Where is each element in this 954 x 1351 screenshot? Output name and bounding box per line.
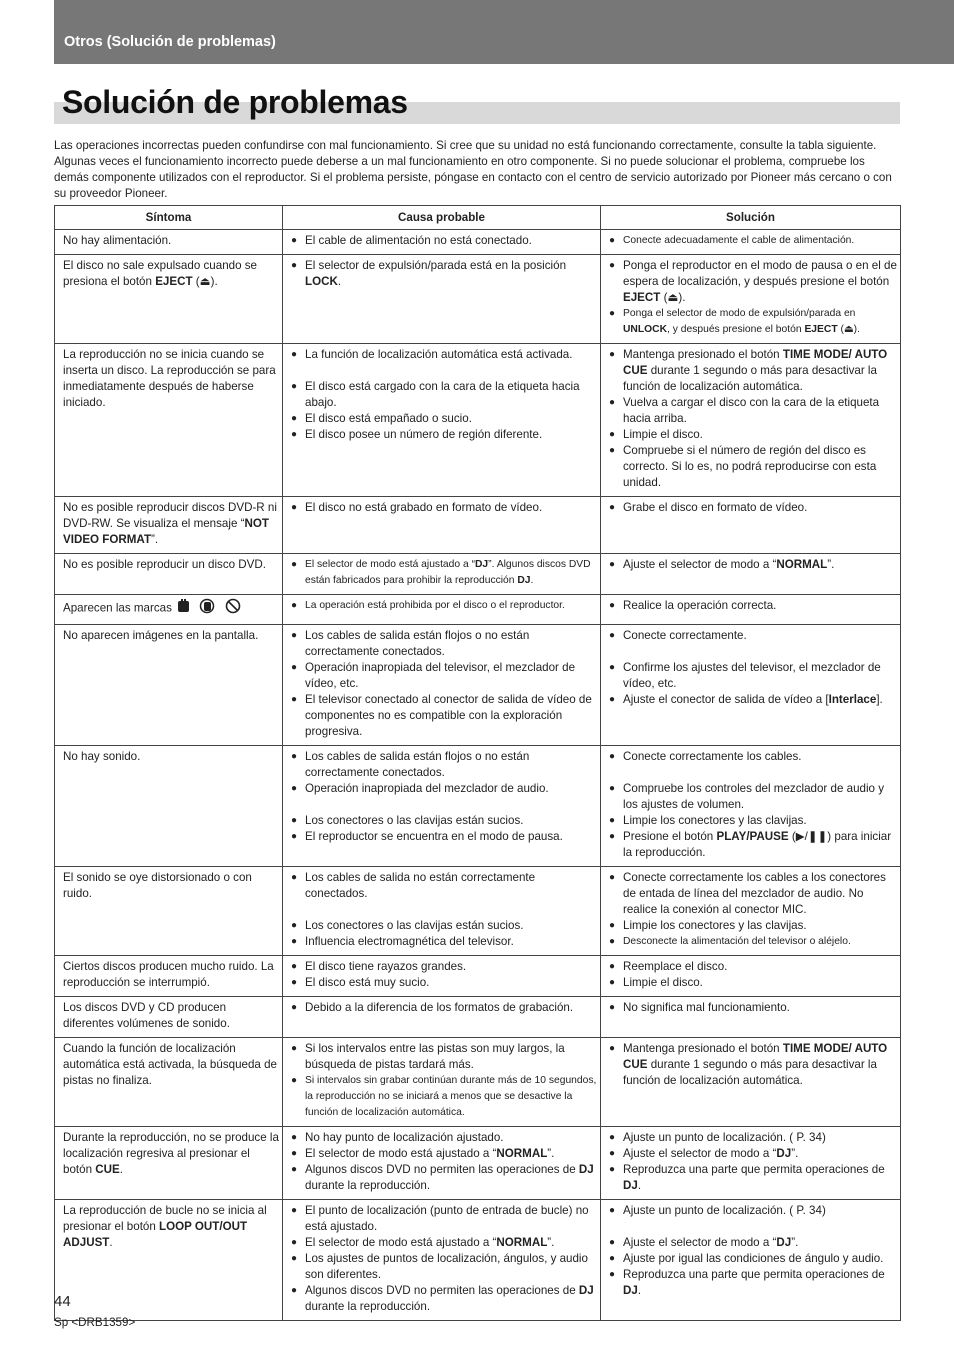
solution-item: ● Limpie los conectores y las clavijas. xyxy=(609,813,897,829)
cause-item: ● El selector de modo está ajustado a “DJ”. Algunos discos DVD están fabricados para prohibir la reproducción DJ. xyxy=(291,557,597,589)
solution-item: ● Reproduzca una parte que permita operaciones de DJ. xyxy=(609,1162,897,1194)
header-solution: Solución xyxy=(601,206,901,230)
cause-item: ● El disco posee un número de región diferente. xyxy=(291,427,597,443)
solution-item: ● Compruebe los controles del mezclador de audio y los ajustes de volumen. xyxy=(609,781,897,813)
table-row xyxy=(55,746,901,867)
solution-item: ● Ponga el selector de modo de expulsión/parada en UNLOCK, y después presione el botón EJECT (⏏). xyxy=(609,306,897,338)
solution-item: ● Ajuste un punto de localización. ( P. 34) xyxy=(609,1130,897,1146)
prohibited-marks xyxy=(175,598,247,619)
symptom-cell: No aparecen imágenes en la pantalla. xyxy=(55,625,283,746)
cause-item: ● No hay punto de localización ajustado. xyxy=(291,1130,597,1146)
solution-item: ● Conecte correctamente los cables. xyxy=(609,749,897,765)
hand-mark-icon xyxy=(178,599,189,612)
cause-item: ● Operación inapropiada del mezclador de audio. xyxy=(291,781,597,797)
symptom-cell: No es posible reproducir discos DVD-R ni DVD-RW. Se visualiza el mensaje “NOT VIDEO FORMAT”. xyxy=(55,497,283,554)
solution-item: ● Ajuste un punto de localización. ( P. 34) xyxy=(609,1203,897,1219)
table-row xyxy=(55,255,901,344)
cause-item: ● El disco está cargado con la cara de la etiqueta hacia abajo. xyxy=(291,379,597,411)
cause-item: ● El selector de modo está ajustado a “NORMAL”. xyxy=(291,1146,597,1162)
solution-item: ● Grabe el disco en formato de vídeo. xyxy=(609,500,897,516)
solution-item: ● Limpie el disco. xyxy=(609,975,897,991)
cause-item: ● Los cables de salida están flojos o no están correctamente conectados. xyxy=(291,628,597,660)
solution-item: ● Conecte correctamente los cables a los conectores de entada de línea del mezclador de audio. No realice la conexión al conector MIC. xyxy=(609,870,897,918)
solution-item: ● Vuelva a cargar el disco con la cara de la etiqueta hacia arriba. xyxy=(609,395,897,427)
solution-item: ● Mantenga presionado el botón TIME MODE/ AUTO CUE durante 1 segundo o más para desactivar la función de localización automática. xyxy=(609,347,897,395)
cause-item: ● El reproductor se encuentra en el modo de pausa. xyxy=(291,829,597,845)
solution-item: ● Presione el botón PLAY/PAUSE (▶/❚❚) para iniciar la reproducción. xyxy=(609,829,897,861)
cause-item: ● Los conectores o las clavijas están sucios. xyxy=(291,813,597,829)
disc-hand-icon xyxy=(201,600,214,613)
table-row xyxy=(55,230,901,255)
header-symptom: Síntoma xyxy=(55,206,283,230)
symptom-cell: No es posible reproducir un disco DVD. xyxy=(55,554,283,595)
cause-item: ● El disco no está grabado en formato de vídeo. xyxy=(291,500,597,516)
table-header-row xyxy=(55,206,901,230)
symptom-cell: No hay alimentación. xyxy=(55,230,283,255)
symptom-cell: El sonido se oye distorsionado o con ruido. xyxy=(55,867,283,956)
cause-item: ● Influencia electromagnética del televisor. xyxy=(291,934,597,950)
cause-item: ● Los cables de salida están flojos o no están correctamente conectados. xyxy=(291,749,597,781)
cause-item: ● Los ajustes de puntos de localización, ángulos, y audio son diferentes. xyxy=(291,1251,597,1283)
table-row xyxy=(55,867,901,956)
table-row xyxy=(55,554,901,595)
intro-paragraph: Las operaciones incorrectas pueden confundirse con mal funcionamiento. Si cree que su unidad no está funcionando correctamente, consulte la tabla siguiente. Algunas veces el funcionamiento incorrecto puede deberse a un mal funcionamiento en otro componente. Si no puede solucionar el problema, compruebe los demás componente utilizados con el reproductor. Si el problema persiste, póngase en contacto con el centro de servicio autorizado por Pioneer más cercano o con su proveedor Pioneer. xyxy=(54,139,892,200)
solution-item: ● Mantenga presionado el botón TIME MODE/ AUTO CUE durante 1 segundo o más para desactivar la función de localización automática. xyxy=(609,1041,897,1089)
symptom-cell: Ciertos discos producen mucho ruido. La reproducción se interrumpió. xyxy=(55,956,283,997)
table-row xyxy=(55,997,901,1038)
cause-item: ● El cable de alimentación no está conectado. xyxy=(291,233,597,249)
solution-item: ● No significa mal funcionamiento. xyxy=(609,1000,897,1016)
symptom-cell: Cuando la función de localización automática está activada, la búsqueda de pistas no finaliza. xyxy=(55,1038,283,1127)
table-row xyxy=(55,344,901,497)
cause-item: ● Los cables de salida no están correctamente conectados. xyxy=(291,870,597,902)
section-title: Otros (Solución de problemas) xyxy=(64,34,276,50)
solution-item: ● Reemplace el disco. xyxy=(609,959,897,975)
cause-item: ● Si los intervalos entre las pistas son muy largos, la búsqueda de pistas tardará más. xyxy=(291,1041,597,1073)
solution-item: ● Confirme los ajustes del televisor, el mezclador de vídeo, etc. xyxy=(609,660,897,692)
solution-item: ● Desconecte la alimentación del televisor o aléjelo. xyxy=(609,934,897,950)
prohibited-icons xyxy=(175,598,247,614)
page-number: 44 xyxy=(54,1293,71,1310)
solution-item: ● Ajuste el selector de modo a “DJ”. xyxy=(609,1235,897,1251)
table-row xyxy=(55,595,901,625)
cause-item: ● Los conectores o las clavijas están sucios. xyxy=(291,918,597,934)
table-row xyxy=(55,1200,901,1321)
symptom-cell: Durante la reproducción, no se produce la localización regresiva al presionar el botón CUE. xyxy=(55,1127,283,1200)
cause-item: ● El disco está muy sucio. xyxy=(291,975,597,991)
header-cause: Causa probable xyxy=(283,206,601,230)
prohibited-icon xyxy=(227,600,240,613)
cause-item: ● El selector de modo está ajustado a “NORMAL”. xyxy=(291,1235,597,1251)
symptom-cell: Los discos DVD y CD producen diferentes volúmenes de sonido. xyxy=(55,997,283,1038)
solution-item: ● Ponga el reproductor en el modo de pausa o en el de espera de localización, y después presione el botón EJECT (⏏). xyxy=(609,258,897,306)
section-header-bar xyxy=(54,0,954,64)
solution-item: ● Limpie los conectores y las clavijas. xyxy=(609,918,897,934)
table-row xyxy=(55,625,901,746)
cause-item: ● El selector de expulsión/parada está en la posición LOCK. xyxy=(291,258,597,290)
table-row xyxy=(55,497,901,554)
cause-item: ● Operación inapropiada del televisor, el mezclador de vídeo, etc. xyxy=(291,660,597,692)
cause-item: ● El disco está empañado o sucio. xyxy=(291,411,597,427)
cause-item: ● El punto de localización (punto de entrada de bucle) no está ajustado. xyxy=(291,1203,597,1235)
page-title: Solución de problemas xyxy=(62,84,408,120)
solution-item: ● Conecte correctamente. xyxy=(609,628,897,644)
table-row xyxy=(55,1127,901,1200)
symptom-cell: La reproducción de bucle no se inicia al presionar el botón LOOP OUT/OUT ADJUST. xyxy=(55,1200,283,1321)
solution-item: ● Conecte adecuadamente el cable de alimentación. xyxy=(609,233,897,249)
cause-item: ● Si intervalos sin grabar continúan durante más de 10 segundos, la reproducción no se iniciará a menos que se desactive la función de localización automática. xyxy=(291,1073,597,1121)
cause-item: ● La operación está prohibida por el disco o el reproductor. xyxy=(291,598,597,614)
symptom-cell: La reproducción no se inicia cuando se inserta un disco. La reproducción se para inmediatamente después de haberse iniciado. xyxy=(55,344,283,497)
solution-item: ● Realice la operación correcta. xyxy=(609,598,897,614)
table-row xyxy=(55,956,901,997)
symptom-cell: No hay sonido. xyxy=(55,746,283,867)
solution-item: ● Reproduzca una parte que permita operaciones de DJ. xyxy=(609,1267,897,1299)
solution-item: ● Compruebe si el número de región del disco es correcto. Si lo es, no podrá reproducirse con esta unidad. xyxy=(609,443,897,491)
solution-item: ● Ajuste el conector de salida de vídeo a [Interlace]. xyxy=(609,692,897,708)
solution-item: ● Limpie el disco. xyxy=(609,427,897,443)
solution-item: ● Ajuste el selector de modo a “NORMAL”. xyxy=(609,557,897,573)
troubleshooting-table xyxy=(54,205,901,1321)
symptom-text: Aparecen las marcas xyxy=(63,601,172,615)
cause-item: ● Debido a la diferencia de los formatos de grabación. xyxy=(291,1000,597,1016)
solution-item: ● Ajuste por igual las condiciones de ángulo y audio. xyxy=(609,1251,897,1267)
cause-item: ● El disco tiene rayazos grandes. xyxy=(291,959,597,975)
table-row xyxy=(55,1038,901,1127)
cause-item: ● Algunos discos DVD no permiten las operaciones de DJ durante la reproducción. xyxy=(291,1162,597,1194)
symptom-cell xyxy=(55,595,283,625)
cause-item: ● El televisor conectado al conector de salida de vídeo de componentes no es compatible con la exploración progresiva. xyxy=(291,692,597,740)
cause-item: ● La función de localización automática está activada. xyxy=(291,347,597,363)
solution-item: ● Ajuste el selector de modo a “DJ”. xyxy=(609,1146,897,1162)
cause-item: ● Algunos discos DVD no permiten las operaciones de DJ durante la reproducción. xyxy=(291,1283,597,1315)
document-code: Sp <DRB1359> xyxy=(54,1316,136,1329)
symptom-cell: El disco no sale expulsado cuando se presiona el botón EJECT (⏏). xyxy=(55,255,283,344)
